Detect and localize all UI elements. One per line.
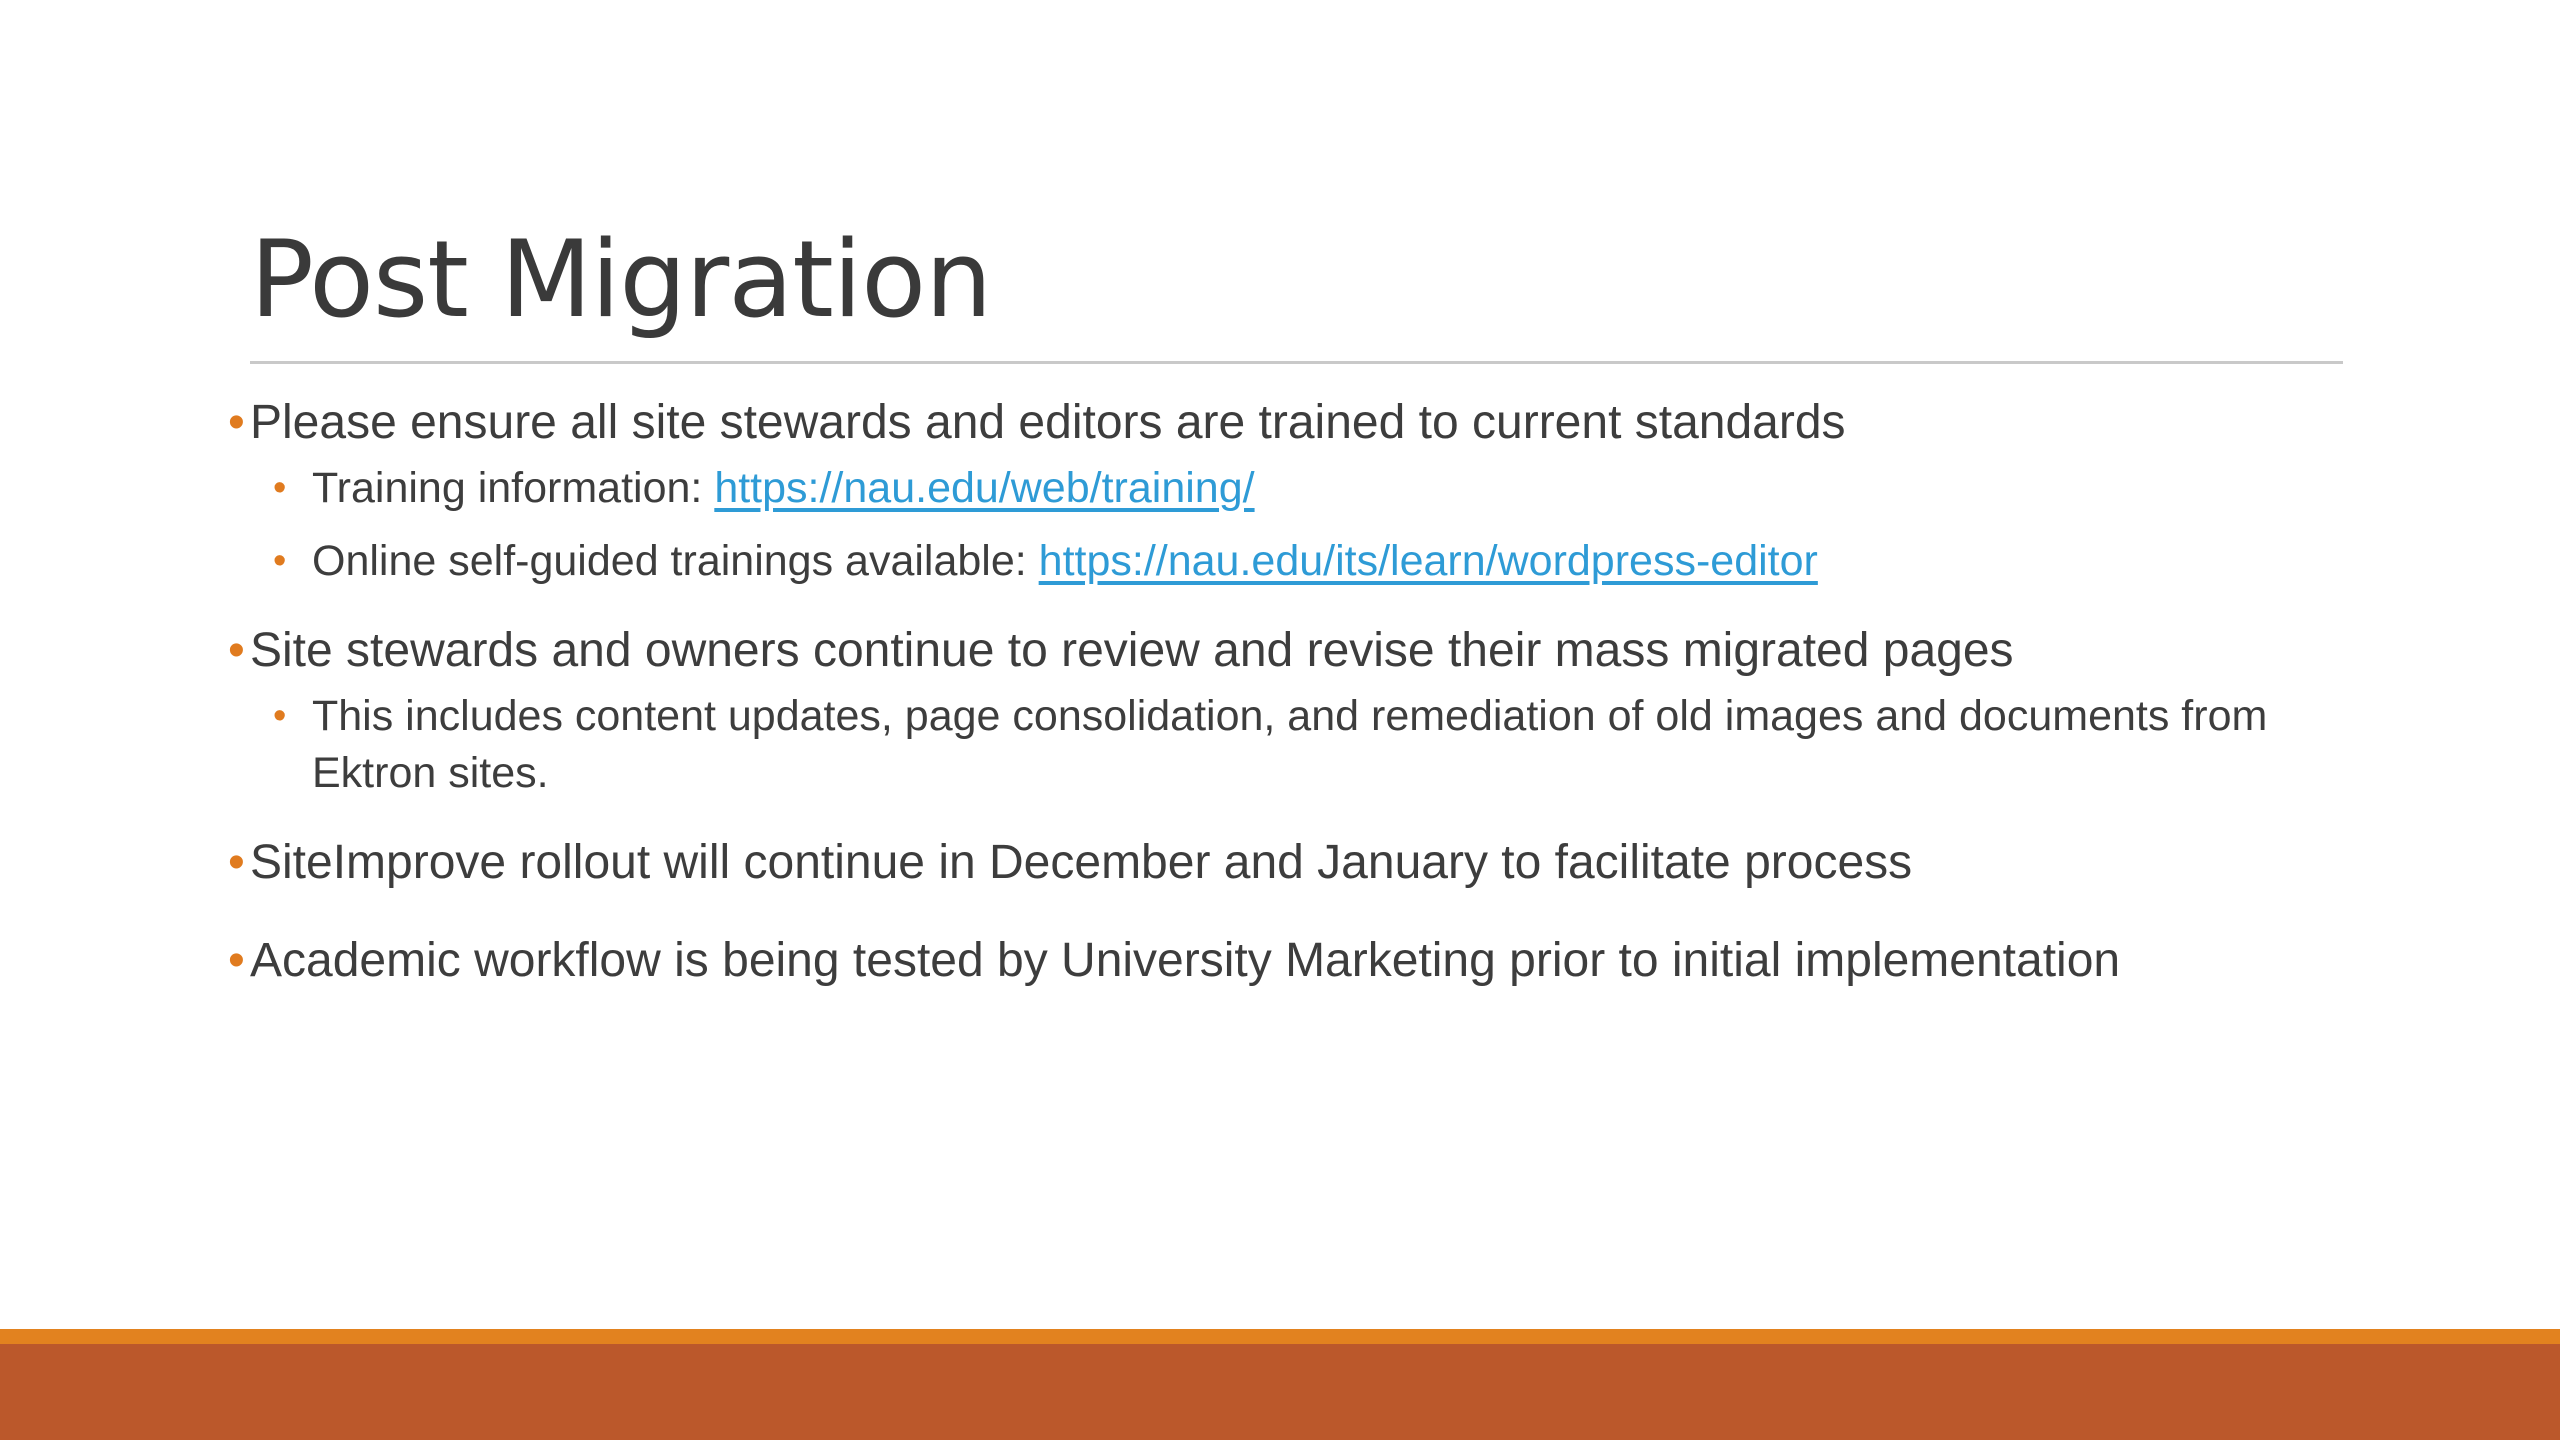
bullet-text: Site stewards and owners continue to review and revise their mass migrated pages	[250, 624, 2014, 677]
sub-bullet-list	[228, 460, 2348, 590]
sub-bullet-item	[228, 688, 2348, 802]
bullet-dot-icon: •	[228, 396, 245, 449]
sub-bullet-item	[228, 533, 2348, 590]
sub-bullet-dot-icon: •	[273, 467, 287, 509]
bullet-group-2	[228, 620, 2348, 802]
slide-title: Post Migration	[250, 218, 992, 341]
sub-bullet-label: Online self-guided trainings available:	[312, 537, 1039, 585]
bullet-text: Academic workflow is being tested by University Marketing prior to initial implementation	[250, 934, 2121, 987]
bullet-dot-icon: •	[228, 624, 245, 677]
sub-bullet-label: This includes content updates, page consolidation, and remediation of old images and documents from Ektron sites.	[312, 692, 2268, 797]
footer-band	[0, 1344, 2560, 1440]
wordpress-editor-link[interactable]: https://nau.edu/its/learn/wordpress-editor	[1038, 537, 1818, 585]
bullet-group-3	[228, 832, 2348, 894]
sub-bullet-label: Training information:	[312, 464, 715, 512]
bullet-text: SiteImprove rollout will continue in December and January to facilitate process	[250, 836, 1913, 889]
sub-bullet-item	[228, 460, 2348, 517]
sub-bullet-dot-icon: •	[273, 540, 287, 582]
bullet-item	[228, 392, 2348, 454]
bullet-item	[228, 832, 2348, 894]
sub-bullet-list	[228, 688, 2348, 802]
bullet-item	[228, 930, 2348, 992]
bullet-item	[228, 620, 2348, 682]
training-link[interactable]: https://nau.edu/web/training/	[714, 464, 1255, 512]
bullet-group-4	[228, 930, 2348, 992]
bullet-dot-icon: •	[228, 836, 245, 889]
sub-bullet-dot-icon: •	[273, 695, 287, 737]
footer-accent-stripe	[0, 1329, 2560, 1344]
bullet-dot-icon: •	[228, 934, 245, 987]
bullet-group-1	[228, 392, 2348, 590]
slide-body	[228, 392, 2348, 1022]
title-divider	[250, 361, 2343, 364]
bullet-text: Please ensure all site stewards and editors are trained to current standards	[250, 396, 1846, 449]
